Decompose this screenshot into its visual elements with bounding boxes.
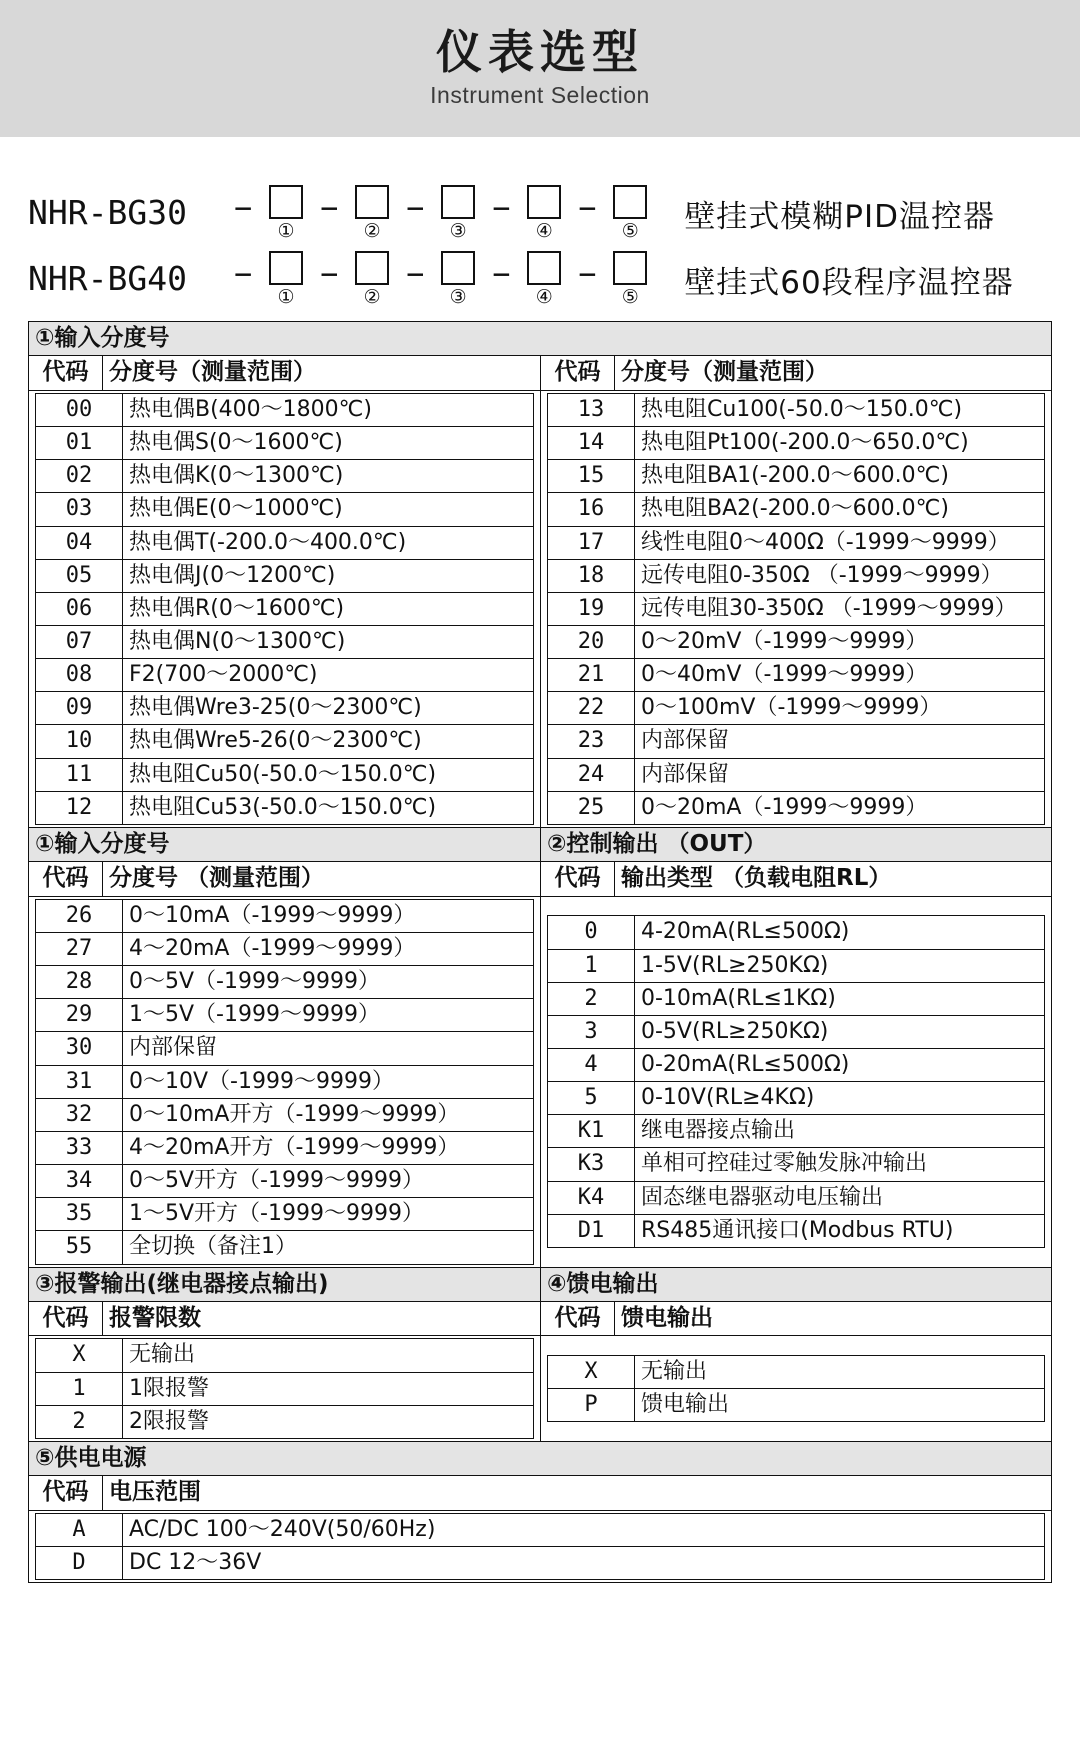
dash-3b: − [492, 257, 511, 292]
model-boxes-bg30 [226, 185, 656, 241]
list-item [36, 526, 534, 559]
list-item [548, 559, 1045, 592]
value-cell: 无输出 [635, 1355, 1045, 1388]
dash-1: − [320, 191, 339, 226]
code-index-4b: ④ [535, 286, 553, 308]
code-cell: K3 [548, 1148, 635, 1181]
column-header-row-power5 [29, 1476, 1052, 1510]
code-cell: X [36, 1339, 123, 1372]
code-cell: 00 [36, 393, 123, 426]
value-cell: 热电偶E(0〜1000℃) [123, 493, 534, 526]
section-header-row-power5 [29, 1441, 1052, 1475]
table-row [29, 1336, 1052, 1441]
model-row-bg40 [28, 251, 1052, 307]
section-header-row-input1-cont [29, 827, 1052, 861]
code-slot-5 [604, 185, 656, 241]
code-cell: 2 [36, 1405, 123, 1438]
code-cell: 24 [548, 758, 635, 791]
col-value-output: 输出类型 （负载电阻RL） [615, 862, 1052, 896]
code-cell: D1 [548, 1214, 635, 1247]
list-item [36, 393, 534, 426]
value-cell: 线性电阻0〜400Ω（-1999〜9999） [635, 526, 1045, 559]
code-cell: 55 [36, 1231, 123, 1264]
list-item [548, 460, 1045, 493]
code-index-2: ② [363, 220, 381, 242]
list-item [36, 1098, 534, 1131]
value-cell: 内部保留 [123, 1032, 534, 1065]
code-cell: D [36, 1546, 123, 1579]
code-cell: A [36, 1513, 123, 1546]
list-item [36, 1405, 534, 1438]
list-item [36, 1165, 534, 1198]
code-cell: 34 [36, 1165, 123, 1198]
section-title-input1-cont: ①输入分度号 [29, 827, 541, 861]
code-cell: 0 [548, 916, 635, 949]
code-cell: 27 [36, 932, 123, 965]
input1-right-block [541, 390, 1052, 827]
list-item [548, 592, 1045, 625]
table-row [29, 1510, 1052, 1582]
code-box-5b [613, 251, 647, 285]
code-cell: 13 [548, 393, 635, 426]
code-cell: P [548, 1389, 635, 1422]
list-item [548, 659, 1045, 692]
code-cell: 5 [548, 1082, 635, 1115]
code-index-1: ① [277, 220, 295, 242]
list-item [36, 427, 534, 460]
section-title-feed4: ④馈电输出 [541, 1267, 1052, 1301]
list-item [36, 966, 534, 999]
col-code-feed: 代码 [541, 1301, 615, 1335]
code-cell: 10 [36, 725, 123, 758]
value-cell: 内部保留 [635, 758, 1045, 791]
value-cell: 0〜10mA（-1999〜9999） [123, 899, 534, 932]
list-item [36, 758, 534, 791]
list-item [548, 1115, 1045, 1148]
input1-cont-block [29, 896, 541, 1267]
col-value-left: 分度号（测量范围） [103, 356, 541, 390]
code-cell: 12 [36, 791, 123, 824]
list-item [36, 1231, 534, 1264]
value-cell: 4〜20mA（-1999〜9999） [123, 932, 534, 965]
list-item [36, 592, 534, 625]
table-row [29, 390, 1052, 827]
code-cell: 06 [36, 592, 123, 625]
list-item [548, 725, 1045, 758]
power5-block [29, 1510, 1052, 1582]
list-item [548, 1389, 1045, 1422]
model-desc-bg40: 壁挂式60段程序温控器 [684, 265, 1014, 301]
code-cell: 08 [36, 659, 123, 692]
code-cell: 21 [548, 659, 635, 692]
code-slot-1b [260, 251, 312, 307]
dash-1b: − [320, 257, 339, 292]
value-cell: 内部保留 [635, 725, 1045, 758]
value-cell: F2(700〜2000℃) [123, 659, 534, 692]
col-value-right: 分度号（测量范围） [615, 356, 1052, 390]
code-slot-3b [432, 251, 484, 307]
code-cell: 20 [548, 625, 635, 658]
list-item [548, 1015, 1045, 1048]
code-cell: 04 [36, 526, 123, 559]
col-value-cont: 分度号 （测量范围） [103, 862, 541, 896]
value-cell: 4-20mA(RL≤500Ω) [635, 916, 1045, 949]
code-slot-3 [432, 185, 484, 241]
code-cell: 2 [548, 982, 635, 1015]
code-cell: 31 [36, 1065, 123, 1098]
value-cell: 0-20mA(RL≤500Ω) [635, 1048, 1045, 1081]
value-cell: 0〜40mV（-1999〜9999） [635, 659, 1045, 692]
value-cell: 远传电阻0-350Ω （-1999〜9999） [635, 559, 1045, 592]
value-cell: 0〜5V开方（-1999〜9999） [123, 1165, 534, 1198]
model-boxes-bg40 [226, 251, 656, 307]
value-cell: 0〜10mA开方（-1999〜9999） [123, 1098, 534, 1131]
list-item [548, 791, 1045, 824]
col-code-output: 代码 [541, 862, 615, 896]
list-item [548, 1355, 1045, 1388]
model-desc-bg30: 壁挂式模糊PID温控器 [684, 199, 996, 235]
table-row [29, 896, 1052, 1267]
code-slot-4 [518, 185, 570, 241]
list-item [548, 758, 1045, 791]
list-item [548, 1048, 1045, 1081]
dash-4b: − [578, 257, 597, 292]
value-cell: 热电阻BA2(-200.0〜600.0℃) [635, 493, 1045, 526]
model-row-bg30 [28, 185, 1052, 241]
col-code-cont: 代码 [29, 862, 103, 896]
value-cell: 热电偶Wre3-25(0〜2300℃) [123, 692, 534, 725]
value-cell: 热电偶S(0〜1600℃) [123, 427, 534, 460]
code-cell: 32 [36, 1098, 123, 1131]
value-cell: 0〜100mV（-1999〜9999） [635, 692, 1045, 725]
code-cell: X [548, 1355, 635, 1388]
section-header-row-input1 [29, 322, 1052, 356]
list-item [36, 725, 534, 758]
code-cell: 35 [36, 1198, 123, 1231]
column-header-row-2 [29, 862, 1052, 896]
list-item [36, 659, 534, 692]
dash-3: − [492, 191, 511, 226]
value-cell: 继电器接点输出 [635, 1115, 1045, 1148]
code-index-3b: ③ [449, 286, 467, 308]
input1-left-block [29, 390, 541, 827]
value-cell: 2限报警 [123, 1405, 534, 1438]
list-item [36, 625, 534, 658]
list-item [36, 460, 534, 493]
code-cell: 30 [36, 1032, 123, 1065]
value-cell: 热电偶T(-200.0〜400.0℃) [123, 526, 534, 559]
section-title-output2: ②控制输出 （OUT） [541, 827, 1052, 861]
code-index-1b: ① [277, 286, 295, 308]
value-cell: 远传电阻30-350Ω （-1999〜9999） [635, 592, 1045, 625]
page-title-en: Instrument Selection [430, 82, 650, 109]
list-item [36, 1032, 534, 1065]
model-name-bg30: NHR-BG30 [28, 193, 187, 232]
value-cell: 热电阻BA1(-200.0〜600.0℃) [635, 460, 1045, 493]
value-cell: 热电阻Cu53(-50.0〜150.0℃) [123, 791, 534, 824]
code-box-5 [613, 185, 647, 219]
value-cell: 0〜5V（-1999〜9999） [123, 966, 534, 999]
list-item [36, 1513, 1045, 1546]
value-cell: 热电偶N(0〜1300℃) [123, 625, 534, 658]
col-value-power: 电压范围 [103, 1476, 1052, 1510]
col-code-alarm: 代码 [29, 1301, 103, 1335]
code-box-2b [355, 251, 389, 285]
col-code-power: 代码 [29, 1476, 103, 1510]
section-title-input1: ①输入分度号 [29, 322, 1052, 356]
value-cell: 4〜20mA开方（-1999〜9999） [123, 1131, 534, 1164]
code-index-4: ④ [535, 220, 553, 242]
column-header-row-3 [29, 1301, 1052, 1335]
code-cell: 26 [36, 899, 123, 932]
code-index-3: ③ [449, 220, 467, 242]
value-cell: 热电偶B(400〜1800℃) [123, 393, 534, 426]
value-cell: 1限报警 [123, 1372, 534, 1405]
code-slot-5b [604, 251, 656, 307]
col-value-feed: 馈电输出 [615, 1301, 1052, 1335]
list-item [548, 916, 1045, 949]
code-cell: 07 [36, 625, 123, 658]
code-cell: 3 [548, 1015, 635, 1048]
code-cell: 17 [548, 526, 635, 559]
code-cell: 18 [548, 559, 635, 592]
value-cell: 1〜5V（-1999〜9999） [123, 999, 534, 1032]
code-box-1 [269, 185, 303, 219]
code-cell: 02 [36, 460, 123, 493]
list-item [548, 1181, 1045, 1214]
value-cell: 1〜5V开方（-1999〜9999） [123, 1198, 534, 1231]
code-cell: 23 [548, 725, 635, 758]
value-cell: AC/DC 100〜240V(50/60Hz) [123, 1513, 1045, 1546]
column-header-row-input1 [29, 356, 1052, 390]
code-cell: 11 [36, 758, 123, 791]
value-cell: 0-5V(RL≥250KΩ) [635, 1015, 1045, 1048]
code-cell: 1 [548, 949, 635, 982]
value-cell: 0-10V(RL≥4KΩ) [635, 1082, 1045, 1115]
page-title-zh: 仪表选型 [436, 24, 644, 79]
list-item [548, 1082, 1045, 1115]
list-item [548, 493, 1045, 526]
list-item [36, 999, 534, 1032]
col-code-right: 代码 [541, 356, 615, 390]
code-cell: 29 [36, 999, 123, 1032]
code-cell: K4 [548, 1181, 635, 1214]
code-box-2 [355, 185, 389, 219]
code-index-2b: ② [363, 286, 381, 308]
value-cell: 热电阻Pt100(-200.0〜650.0℃) [635, 427, 1045, 460]
list-item [36, 899, 534, 932]
code-cell: 09 [36, 692, 123, 725]
feed4-block [541, 1336, 1052, 1441]
value-cell: 馈电输出 [635, 1389, 1045, 1422]
dash-2b: − [406, 257, 425, 292]
value-cell: 热电偶Wre5-26(0〜2300℃) [123, 725, 534, 758]
list-item [548, 526, 1045, 559]
list-item [36, 1131, 534, 1164]
col-code-left: 代码 [29, 356, 103, 390]
code-index-5: ⑤ [621, 220, 639, 242]
list-item [548, 1214, 1045, 1247]
list-item [548, 692, 1045, 725]
list-item [548, 393, 1045, 426]
list-item [548, 1148, 1045, 1181]
code-cell: 25 [548, 791, 635, 824]
list-item [36, 1339, 534, 1372]
code-box-4b [527, 251, 561, 285]
list-item [36, 791, 534, 824]
code-box-4 [527, 185, 561, 219]
model-code-diagram [28, 185, 1052, 307]
value-cell: DC 12〜36V [123, 1546, 1045, 1579]
table-input-signal [28, 321, 1052, 1583]
code-slot-4b [518, 251, 570, 307]
dash-0: − [234, 191, 253, 226]
col-value-alarm: 报警限数 [103, 1301, 541, 1335]
dash-4: − [578, 191, 597, 226]
code-cell: 19 [548, 592, 635, 625]
model-name-bg40: NHR-BG40 [28, 259, 187, 298]
value-cell: 热电偶J(0〜1200℃) [123, 559, 534, 592]
code-cell: 28 [36, 966, 123, 999]
code-cell: 16 [548, 493, 635, 526]
code-cell: 14 [548, 427, 635, 460]
code-cell: 1 [36, 1372, 123, 1405]
list-item [36, 932, 534, 965]
value-cell: 全切换（备注1） [123, 1231, 534, 1264]
list-item [548, 625, 1045, 658]
value-cell: 0〜20mA（-1999〜9999） [635, 791, 1045, 824]
code-index-5b: ⑤ [621, 286, 639, 308]
dash-2: − [406, 191, 425, 226]
list-item [548, 982, 1045, 1015]
value-cell: 热电偶K(0〜1300℃) [123, 460, 534, 493]
value-cell: 0〜20mV（-1999〜9999） [635, 625, 1045, 658]
code-slot-2b [346, 251, 398, 307]
list-item [36, 692, 534, 725]
list-item [36, 1198, 534, 1231]
code-box-1b [269, 251, 303, 285]
list-item [36, 493, 534, 526]
code-cell: 22 [548, 692, 635, 725]
code-cell: 15 [548, 460, 635, 493]
list-item [36, 559, 534, 592]
code-box-3b [441, 251, 475, 285]
value-cell: 无输出 [123, 1339, 534, 1372]
section-title-power5: ⑤供电电源 [29, 1441, 1052, 1475]
value-cell: 热电偶R(0〜1600℃) [123, 592, 534, 625]
code-cell: 01 [36, 427, 123, 460]
code-cell: 33 [36, 1131, 123, 1164]
list-item [36, 1065, 534, 1098]
code-slot-1 [260, 185, 312, 241]
code-cell: 03 [36, 493, 123, 526]
list-item [36, 1372, 534, 1405]
code-cell: 4 [548, 1048, 635, 1081]
value-cell: 0〜10V（-1999〜9999） [123, 1065, 534, 1098]
value-cell: 1-5V(RL≥250KΩ) [635, 949, 1045, 982]
code-box-3 [441, 185, 475, 219]
value-cell: 热电阻Cu50(-50.0〜150.0℃) [123, 758, 534, 791]
code-slot-2 [346, 185, 398, 241]
value-cell: 热电阻Cu100(-50.0〜150.0℃) [635, 393, 1045, 426]
value-cell: 0-10mA(RL≤1KΩ) [635, 982, 1045, 1015]
list-item [36, 1546, 1045, 1579]
dash-0b: − [234, 257, 253, 292]
section-title-alarm3: ③报警输出(继电器接点输出) [29, 1267, 541, 1301]
code-cell: 05 [36, 559, 123, 592]
page-header [0, 0, 1080, 137]
section-header-row-3 [29, 1267, 1052, 1301]
output2-block [541, 896, 1052, 1267]
value-cell: 单相可控硅过零触发脉冲输出 [635, 1148, 1045, 1181]
value-cell: RS485通讯接口(Modbus RTU) [635, 1214, 1045, 1247]
list-item [548, 949, 1045, 982]
list-item [548, 427, 1045, 460]
code-cell: K1 [548, 1115, 635, 1148]
alarm3-block [29, 1336, 541, 1441]
value-cell: 固态继电器驱动电压输出 [635, 1181, 1045, 1214]
